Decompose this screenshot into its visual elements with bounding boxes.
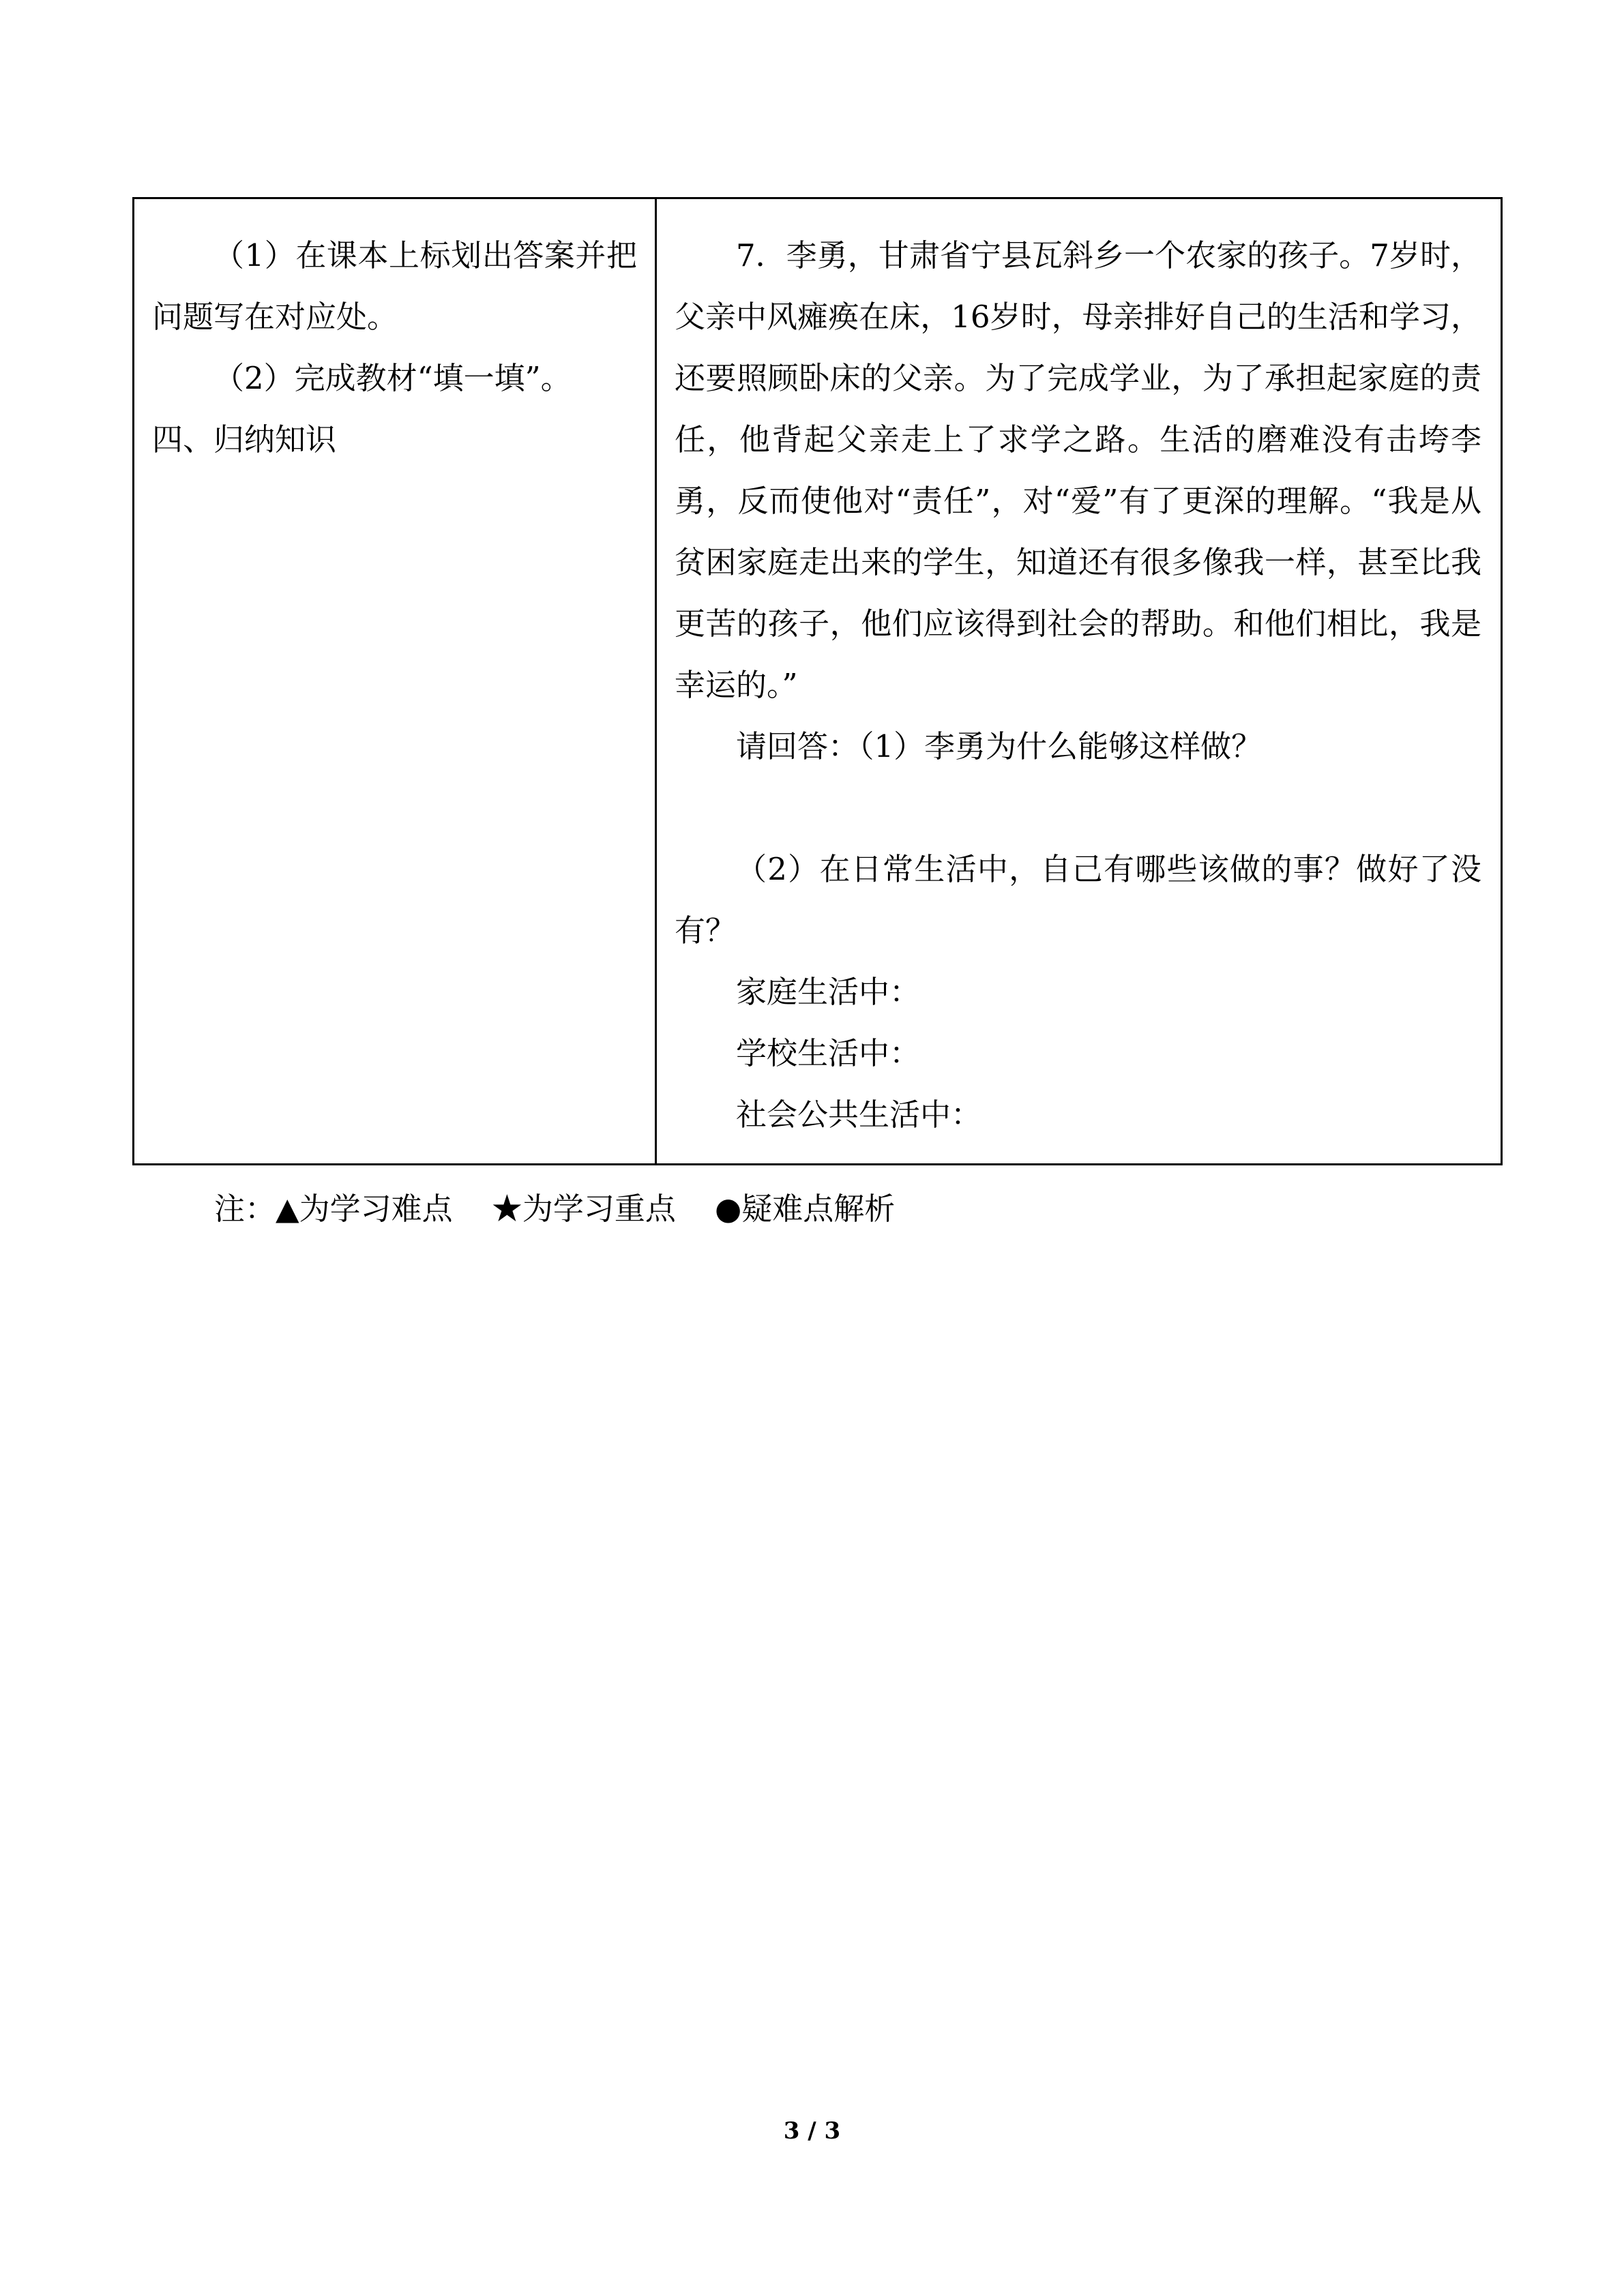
right-cell [657, 199, 1501, 1163]
instruction-fill-in: （2）完成教材“填一填”。 [213, 360, 572, 396]
instruction-mark-answers: （1）在课本上标划出答案并把问题写在对应处。 [152, 237, 637, 335]
question-2: （2）在日常生活中，自己有哪些该做的事？做好了没有？ [675, 851, 1481, 949]
answer-space [675, 777, 1481, 839]
left-cell [134, 199, 657, 1163]
passage-text: 7．李勇，甘肃省宁县瓦斜乡一个农家的孩子。7岁时，父亲中风瘫痪在床，16岁时，母亲排好自己的生活和学习，还要照顾卧床的父亲。为了完成学业，为了承担起家庭的责任，他背起父亲走上了求学之路。生活的磨难没有击垮李勇，反而使他对“责任”，对“爱”有了更深的理解。“我是从贫困家庭走出来的学生，知道还有很多像我一样，甚至比我更苦的孩子，他们应该得到社会的帮助。和他们相比，我是幸运的。” [675, 237, 1481, 703]
question-1: 请回答：（1）李勇为什么能够这样做？ [736, 728, 1263, 764]
section-heading-summarize: 四、归纳知识 [152, 421, 337, 458]
worksheet-table [132, 197, 1503, 1165]
public-life-prompt: 社会公共生活中： [736, 1097, 982, 1133]
page-number: 3 / 3 [783, 2117, 841, 2145]
legend-note: 注：▲为学习难点 ★为学习重点 ●疑难点解析 [214, 1191, 896, 1227]
school-life-prompt: 学校生活中： [736, 1035, 921, 1071]
family-life-prompt: 家庭生活中： [736, 974, 921, 1010]
